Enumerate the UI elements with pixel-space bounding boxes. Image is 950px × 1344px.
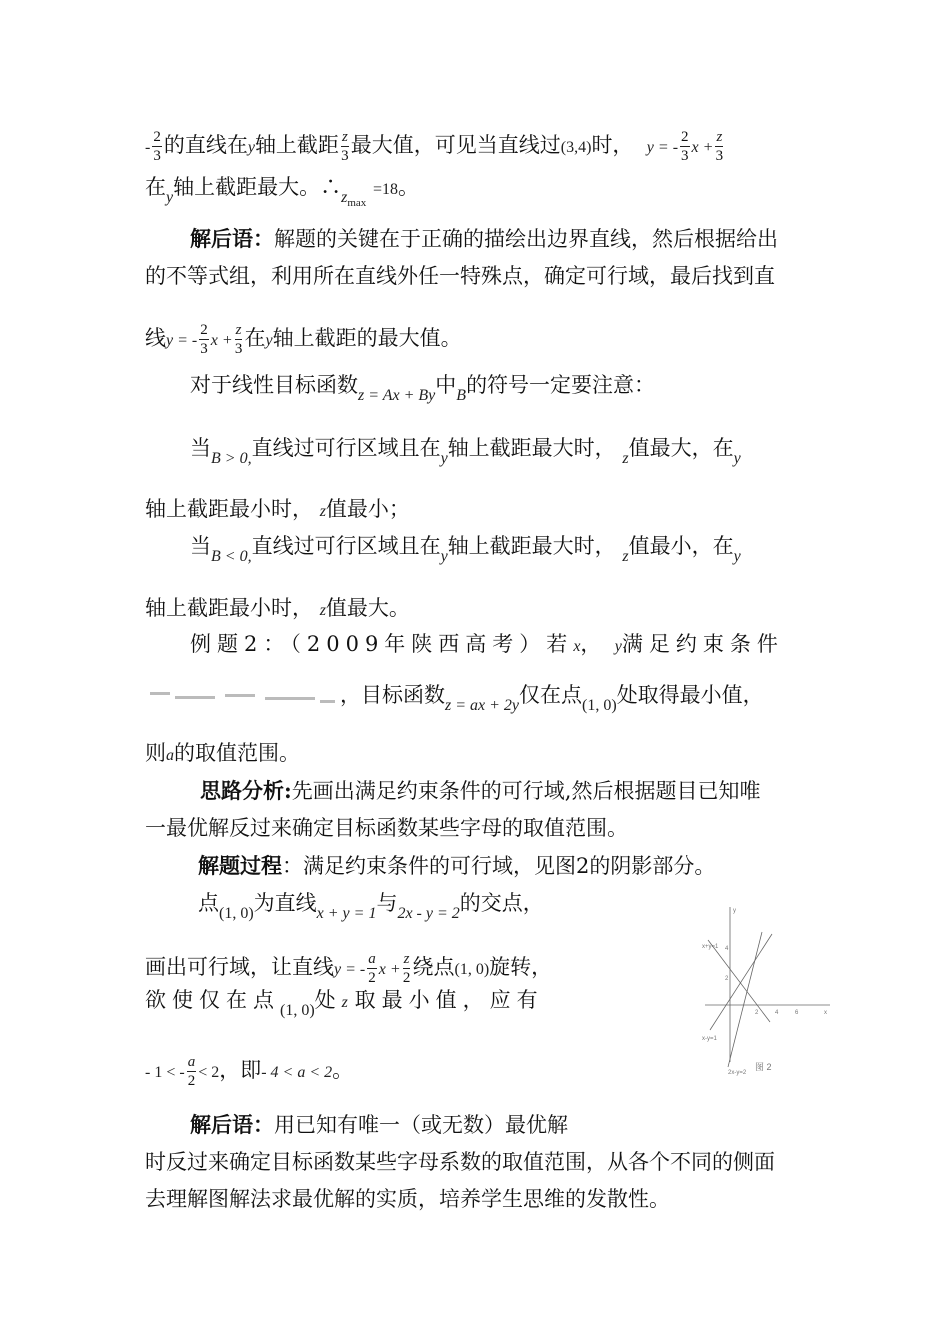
text: 。 [398, 175, 420, 199]
text-line-18 [145, 950, 595, 987]
text-line-16 [198, 851, 868, 881]
var-B: B [456, 387, 467, 404]
label-2x-minus-y-2: 2x-y=2 [728, 1070, 747, 1076]
text-line-23 [145, 1184, 815, 1214]
text-line-7 [190, 433, 810, 466]
var-y: y [166, 189, 174, 206]
text: 先画出满足约束条件的可行域,然后根据题目已知唯 [291, 779, 761, 803]
text: 中 [435, 373, 457, 397]
var-y: y [733, 450, 741, 467]
text: 轴上截距 [254, 133, 339, 157]
text: 旋转， [489, 955, 553, 979]
text: 的交点， [459, 891, 544, 915]
text: 对于线性目标函数 [190, 373, 358, 397]
tick-y: 4 [725, 946, 729, 952]
fraction-2-3: $\frac{2}{3}$ [153, 129, 161, 164]
point: (1, 0) [280, 1002, 315, 1019]
text-line-13 [145, 738, 815, 771]
equation-x-plus: x + [210, 332, 233, 349]
text-line-20 [145, 1053, 595, 1090]
fraction-z-3: $\frac{z}{3}$ [715, 129, 724, 164]
text: 轴上截距最大。∴ [173, 175, 342, 199]
tick-x: 4 [775, 1010, 779, 1016]
tick-x: 6 [795, 1010, 799, 1016]
text: 在 [145, 175, 166, 199]
text: 解题的关键在于正确的描绘出边界直线，然后根据给出 [274, 227, 778, 251]
fraction-2-3: $\frac{2}{3}$ [200, 322, 208, 357]
text: 直线过可行区域且在 [251, 436, 441, 460]
text-line-14 [200, 776, 870, 806]
text-line-22 [145, 1147, 815, 1177]
text-line-17 [198, 888, 618, 921]
point: (1, 0) [454, 961, 490, 978]
var-z: z [622, 548, 629, 565]
result: - 4 < a < 2 [261, 1064, 333, 1081]
text: 与 [376, 891, 398, 915]
text: ， [580, 632, 602, 656]
text: 的取值范围。 [174, 741, 300, 765]
text: 处 [314, 988, 342, 1012]
text: 轴上截距最小时， [145, 596, 313, 620]
text: 一最优解反过来确定目标函数某些字母的取值范围。 [145, 816, 628, 840]
line-2x-minus-y-2 [728, 932, 762, 1067]
figure-2-graph [700, 902, 835, 1077]
text-line-4 [145, 261, 815, 291]
fraction-z-2: $\frac{z}{2}$ [402, 951, 411, 986]
text: 的符号一定要注意： [466, 373, 656, 397]
tick-y: 2 [725, 976, 729, 982]
point: (1, 0) [582, 697, 617, 714]
text-line-1 [145, 128, 815, 165]
fraction-z-3: $\frac{z}{3}$ [341, 129, 349, 164]
text: 用已知有唯一（或无数）最优解 [274, 1113, 568, 1137]
text: 处取得最小值， [616, 683, 764, 707]
text-line-19 [145, 985, 595, 1018]
text-line-5 [145, 321, 815, 358]
text-line-15 [145, 813, 815, 843]
text: 满足约束条件 [621, 632, 784, 656]
var-z: z [319, 503, 326, 520]
equation-y: y = - [334, 961, 366, 978]
var-y: y [265, 332, 273, 349]
z-max: z [341, 189, 348, 206]
fraction-2-3: $\frac{2}{3}$ [681, 129, 689, 164]
fraction-a-2: $\frac{a}{2}$ [368, 951, 376, 986]
var-y: y [440, 548, 448, 565]
max-subscript: max [347, 197, 367, 209]
text: 轴上截距的最大值。 [272, 326, 462, 350]
text-line-12 [145, 680, 815, 713]
text-line-6 [190, 370, 860, 403]
text: 当 [190, 436, 211, 460]
fraction-a-2: $\frac{a}{2}$ [187, 1054, 196, 1089]
text: ：满足约束条件的可行域，见图2的阴影部分。 [282, 854, 716, 878]
text: 绕点 [412, 955, 455, 979]
text: 值最大，在 [628, 436, 734, 460]
heading-label: 解后语： [190, 226, 274, 251]
figure-caption: 图 2 [755, 1062, 772, 1072]
var-y: y [614, 638, 622, 655]
equation: x + y = 1 [316, 905, 377, 922]
var-x: x [573, 638, 581, 655]
text-line-11 [190, 629, 860, 662]
text: 当 [190, 534, 211, 558]
tick-x: 2 [755, 1010, 759, 1016]
text: 轴上截距最大时， [447, 534, 616, 558]
equation-x-plus: x + [378, 961, 401, 978]
var-a: a [166, 747, 174, 764]
equation-y: y = - [166, 332, 198, 349]
text-line-10 [145, 593, 815, 626]
text: 在 [244, 326, 266, 350]
x-axis-label: x [824, 1010, 827, 1016]
var-z: z [341, 994, 348, 1011]
text: 为直线 [253, 891, 317, 915]
text: 画出可行域，让直线 [145, 955, 334, 979]
line-x-plus-y-1 [708, 940, 770, 1022]
equation-y: y = - [646, 139, 679, 156]
var-z: z [622, 450, 629, 467]
text: 值最大。 [325, 596, 410, 620]
text-line-9 [190, 531, 810, 564]
heading-label: 解题过程 [198, 853, 282, 878]
equation: 2x - y = 2 [397, 905, 460, 922]
text: 最大值，可见当直线过 [350, 133, 561, 157]
condition: B > 0, [211, 450, 252, 467]
text: 轴上截距最大时， [447, 436, 616, 460]
label-x-plus-y-1: x+y=1 [702, 944, 719, 950]
text: 时反过来确定目标函数某些字母系数的取值范围，从各个不同的侧面 [145, 1150, 775, 1174]
text: 欲使仅在点 [145, 988, 280, 1012]
text: 的直线在 [163, 133, 248, 157]
equation: z = ax + 2y [445, 697, 520, 714]
fraction-z-3: $\frac{z}{3}$ [234, 322, 243, 357]
text-line-8 [145, 494, 815, 527]
condition: B < 0, [211, 548, 252, 565]
text: 的不等式组，利用所在直线外任一特殊点，确定可行域，最后找到直 [145, 264, 775, 288]
text: 取最小值，应有 [354, 988, 544, 1012]
text: 时， [591, 133, 634, 157]
text-line-2 [145, 172, 815, 209]
point: (1, 0) [219, 905, 254, 922]
equation: z = Ax + By [358, 387, 436, 404]
z-max-value: =18 [372, 181, 399, 198]
text: 则 [145, 741, 166, 765]
text: 值最小，在 [628, 534, 734, 558]
constraint-image [145, 686, 340, 708]
point: (3,4) [560, 139, 592, 156]
minus-sign: - [145, 139, 151, 156]
var-y: y [440, 450, 448, 467]
text: 去理解图解法求最优解的实质，培养学生思维的发散性。 [145, 1187, 670, 1211]
text: 仅在点 [519, 683, 583, 707]
text: 点 [198, 891, 219, 915]
text: 。 [332, 1058, 354, 1082]
label-x-minus-y-1: x-y=1 [702, 1036, 717, 1042]
text: ，目标函数 [340, 683, 445, 707]
equation-x-plus: x + [691, 139, 714, 156]
var-y: y [733, 548, 741, 565]
text-line-21 [190, 1110, 640, 1140]
text: 线 [145, 326, 166, 350]
text: 值最小； [325, 497, 410, 521]
var-z: z [319, 602, 326, 619]
text: 直线过可行区域且在 [251, 534, 441, 558]
inequality-right: < 2 [198, 1064, 220, 1081]
text: 例题2：（2009年陕西高考）若 [190, 632, 574, 656]
heading-label: 思路分析: [200, 778, 292, 803]
heading-label: 解后语： [190, 1112, 274, 1137]
text: 轴上截距最小时， [145, 497, 313, 521]
text: ，即 [219, 1058, 262, 1082]
y-axis-label: y [733, 908, 736, 914]
text-line-3 [190, 224, 860, 254]
var-y: y [247, 139, 255, 156]
inequality-left: - 1 < - [145, 1064, 185, 1081]
